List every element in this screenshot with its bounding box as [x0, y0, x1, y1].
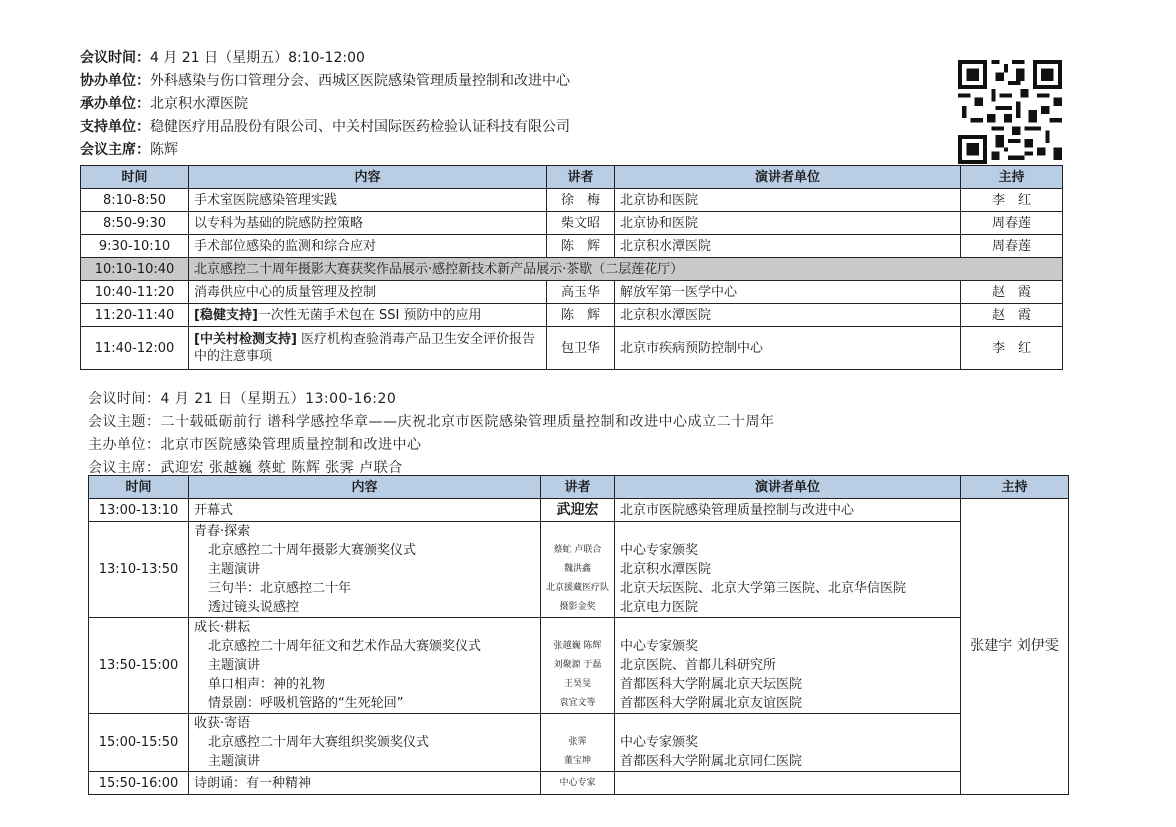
table-row: [81, 212, 1063, 235]
row-content: [189, 714, 541, 772]
speaker-name: 袁宜文等: [559, 698, 596, 708]
segment-item: 单口相声：神的礼物: [208, 677, 326, 692]
row-time: 8:10-8:50: [81, 189, 189, 212]
segment-item: 北京感控二十周年征文和艺术作品大赛颁奖仪式: [208, 639, 482, 654]
header-host: 主持: [961, 166, 1063, 189]
row-speaker: 中心专家: [541, 772, 615, 795]
sponsor-tag: [稳健支持]: [194, 307, 258, 323]
segment-item: 透过镜头说感控: [208, 600, 300, 615]
sponsor-tag: [中关村检测支持]: [194, 332, 297, 347]
s1-co-organizer: 协办单位：外科感染与伤口管理分会、西城区医院感染管理质量控制和改进中心: [80, 73, 570, 89]
header-speaker: 讲者: [547, 166, 615, 189]
row-time: 9:30-10:10: [81, 235, 189, 258]
unit-name: 北京积水潭医院: [620, 562, 712, 577]
row-host: 周春莲: [961, 235, 1063, 258]
row-content: 消毒供应中心的质量管理及控制: [189, 281, 547, 304]
row-unit: 北京协和医院: [615, 189, 961, 212]
segment-item: 情景剧：呼吸机管路的“生死轮回”: [208, 696, 404, 711]
header-time: 时间: [89, 476, 189, 499]
row-unit: 北京协和医院: [615, 212, 961, 235]
speaker-name: 张霁: [568, 737, 587, 747]
speaker-name: 蔡虻 卢联合: [553, 545, 602, 555]
header-time: 时间: [81, 166, 189, 189]
unit-name: 中心专家颁奖: [620, 639, 699, 654]
segment-title: 成长·耕耘: [194, 620, 251, 635]
s2-organizer: 主办单位：北京市医院感染管理质量控制和改进中心: [88, 437, 422, 453]
table-header-row: [89, 476, 1069, 499]
row-speaker: 陈 辉: [547, 304, 615, 327]
segment-item: 主题演讲: [208, 562, 261, 577]
unit-name: 首都医科大学附属北京同仁医院: [620, 754, 803, 769]
table-row-break: [81, 258, 1063, 281]
row-speaker: 包卫华: [547, 327, 615, 370]
row-time: 15:50-16:00: [89, 772, 189, 795]
unit-name: 中心专家颁奖: [620, 543, 699, 558]
speaker-name: 董宝坤: [563, 756, 591, 766]
s1-chair: 会议主席：陈辉: [80, 142, 178, 158]
row-unit: [615, 522, 961, 618]
unit-name: 北京电力医院: [620, 600, 699, 615]
unit-name: 首都医科大学附属北京天坛医院: [620, 677, 803, 692]
speaker-name: 摄影金奖: [559, 602, 596, 612]
row-unit: 北京市疾病预防控制中心: [615, 327, 961, 370]
row-speaker: [541, 714, 615, 772]
speaker-name: 魏洪鑫: [563, 564, 591, 574]
row-host: 李 红: [961, 189, 1063, 212]
session2-host: 张建宇 刘伊雯: [961, 499, 1069, 795]
table-row: [81, 235, 1063, 258]
row-content: 诗朗诵：有一种精神: [189, 772, 541, 795]
unit-name: 北京医院、首都儿科研究所: [620, 658, 777, 673]
session1-schedule-table: [80, 165, 1063, 370]
row-content: 北京感控二十周年摄影大赛获奖作品展示·感控新技术新产品展示·茶歇（二层莲花厅）: [189, 258, 1063, 281]
row-unit: 北京积水潭医院: [615, 235, 961, 258]
qr-code-image: [958, 60, 1062, 164]
segment-item: 三句半：北京感控二十年: [208, 581, 352, 596]
segment-item: 北京感控二十周年大赛组织奖颁奖仪式: [208, 735, 430, 750]
header-content: 内容: [189, 476, 541, 499]
row-speaker: 高玉华: [547, 281, 615, 304]
row-time: 8:50-9:30: [81, 212, 189, 235]
row-unit: 北京市医院感染管理质量控制与改进中心: [615, 499, 961, 522]
row-time: 13:00-13:10: [89, 499, 189, 522]
row-unit: 解放军第一医学中心: [615, 281, 961, 304]
header-speaker: 讲者: [541, 476, 615, 499]
row-time: 13:10-13:50: [89, 522, 189, 618]
table-row: [89, 772, 1069, 795]
row-speaker: [541, 618, 615, 714]
row-content: [稳健支持]一次性无菌手术包在 SSI 预防中的应用: [189, 304, 547, 327]
row-time: 10:40-11:20: [81, 281, 189, 304]
header-host: 主持: [961, 476, 1069, 499]
row-host: 赵 霞: [961, 281, 1063, 304]
session1-info: [80, 47, 570, 162]
s2-theme: 会议主题：二十载砥砺前行 谱科学感控华章——庆祝北京市医院感染管理质量控制和改进中心成立二十周年: [88, 414, 775, 430]
s2-chairs: 会议主席：武迎宏 张越巍 蔡虻 陈辉 张霁 卢联合: [88, 460, 403, 476]
table-row: [89, 714, 1069, 772]
row-host: 周春莲: [961, 212, 1063, 235]
segment-title: 青春·探索: [194, 524, 251, 539]
segment-item: 北京感控二十周年摄影大赛颁奖仪式: [208, 543, 417, 558]
row-content: 开幕式: [189, 499, 541, 522]
segment-item: 主题演讲: [208, 754, 261, 769]
table-row: [81, 304, 1063, 327]
row-time: 11:20-11:40: [81, 304, 189, 327]
header-content: 内容: [189, 166, 547, 189]
table-row: [89, 499, 1069, 522]
table-row: [81, 281, 1063, 304]
table-row: [89, 618, 1069, 714]
table-header-row: [81, 166, 1063, 189]
s2-meeting-time: 会议时间：4 月 21 日（星期五）13:00-16:20: [88, 391, 397, 407]
unit-name: 中心专家颁奖: [620, 735, 699, 750]
row-time: 15:00-15:50: [89, 714, 189, 772]
session2-schedule-table: [88, 475, 1069, 795]
speaker-name: 刘聚源 于磊: [553, 660, 602, 670]
segment-item: 主题演讲: [208, 658, 261, 673]
row-unit: [615, 618, 961, 714]
row-unit: [615, 772, 961, 795]
s1-meeting-time: 会议时间：4 月 21 日（星期五）8:10-12:00: [80, 50, 365, 66]
header-unit: 演讲者单位: [615, 166, 961, 189]
table-row: [81, 189, 1063, 212]
unit-name: 首都医科大学附属北京友谊医院: [620, 696, 803, 711]
row-time: 10:10-10:40: [81, 258, 189, 281]
row-speaker: 武迎宏: [541, 499, 615, 522]
row-time: 13:50-15:00: [89, 618, 189, 714]
header-unit: 演讲者单位: [615, 476, 961, 499]
row-unit: [615, 714, 961, 772]
s1-host-unit: 承办单位：北京积水潭医院: [80, 96, 248, 112]
row-speaker: [541, 522, 615, 618]
row-speaker: 陈 辉: [547, 235, 615, 258]
row-content: 手术室医院感染管理实践: [189, 189, 547, 212]
unit-name: 北京天坛医院、北京大学第三医院、北京华信医院: [620, 581, 907, 596]
row-unit: 北京积水潭医院: [615, 304, 961, 327]
speaker-name: 张越巍 陈辉: [553, 641, 602, 651]
row-content: [中关村检测支持] 医疗机构查验消毒产品卫生安全评价报告中的注意事项: [189, 327, 547, 370]
row-content: 手术部位感染的监测和综合应对: [189, 235, 547, 258]
session2-info: [88, 388, 774, 480]
table-row: [81, 327, 1063, 370]
row-speaker: 徐 梅: [547, 189, 615, 212]
row-time: 11:40-12:00: [81, 327, 189, 370]
row-host: 李 红: [961, 327, 1063, 370]
row-host: 赵 霞: [961, 304, 1063, 327]
speaker-name: 王昊旻: [563, 679, 591, 689]
s1-support-unit: 支持单位：稳健医疗用品股份有限公司、中关村国际医药检验认证科技有限公司: [80, 119, 570, 135]
table-row: [89, 522, 1069, 618]
segment-title: 收获·寄语: [194, 716, 251, 731]
row-content: 以专科为基础的院感防控策略: [189, 212, 547, 235]
row-content: [189, 522, 541, 618]
row-speaker: 柴文昭: [547, 212, 615, 235]
row-content: [189, 618, 541, 714]
speaker-name: 北京援藏医疗队: [546, 583, 610, 593]
